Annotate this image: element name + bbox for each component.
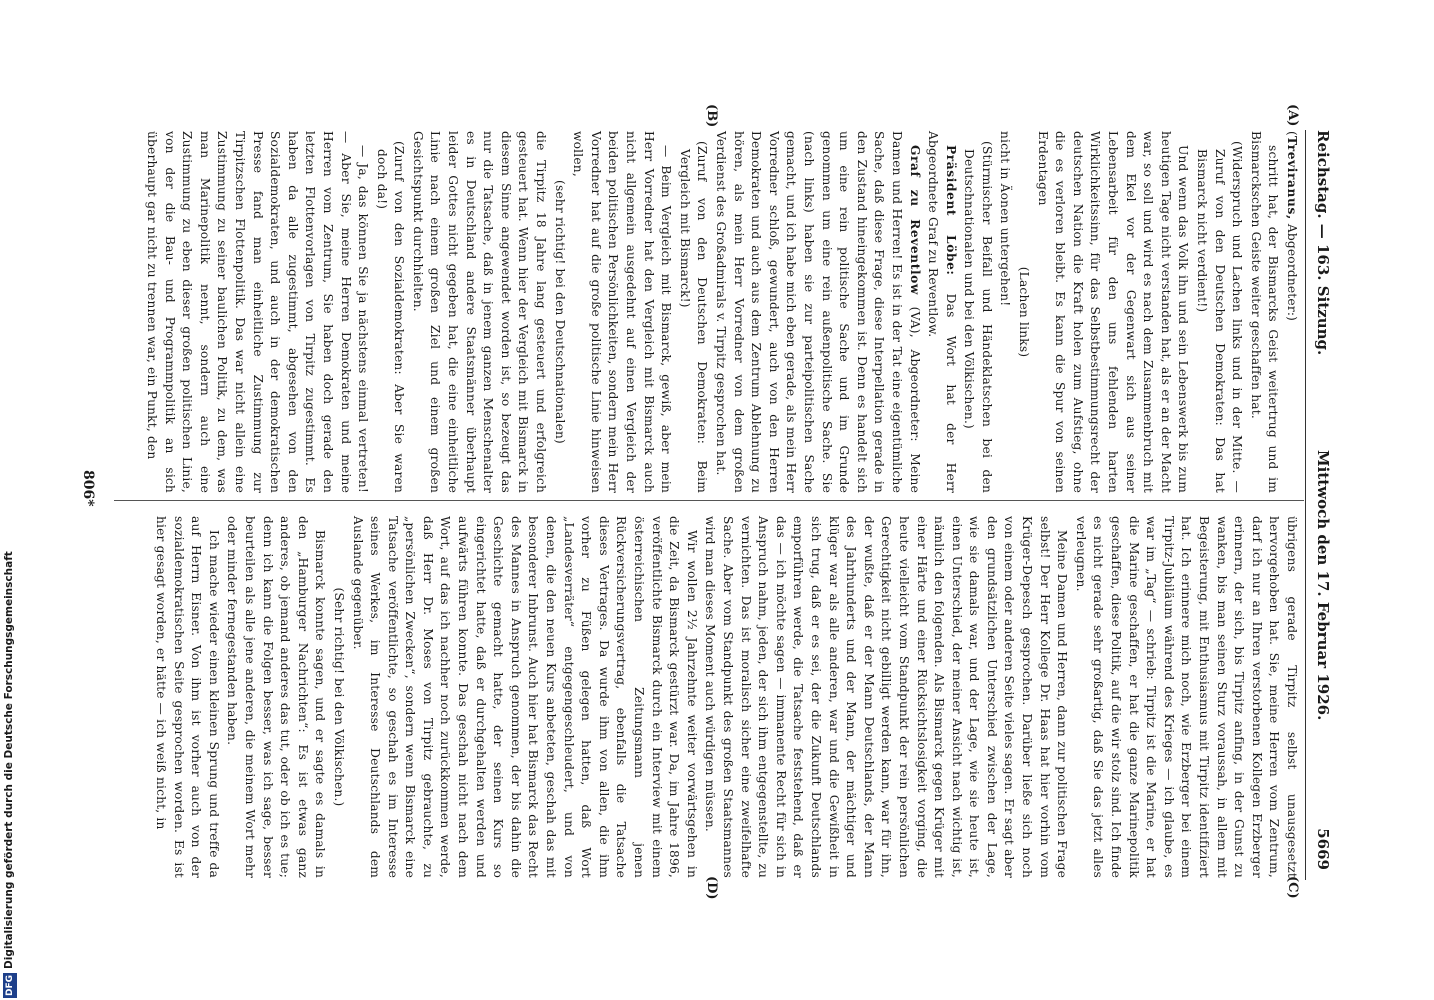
funding-notice	[2, 551, 16, 998]
header-page-number: 5669	[1314, 828, 1332, 870]
margin-marker-d: (D)	[704, 876, 719, 900]
header-left: Reichstag. — 163. Sitzung.	[1314, 130, 1332, 356]
paragraph: die Tirpitz 18 Jahre lang gesteuert und erfolgreich gesteuert hat. Wenn hier der Vergleich mit Bismarck in diesem Sinne angewendet worden ist, so bezeugt das nur die Tatsache, daß in jenem ganzen Menschenalter es in Deutschland andere Staatsmänner überhaupt leider Gottes nicht gegeben hat, die eine einheitliche Linie nach einem großen Ziel und einem großen Gesichtspunkt durchhielten.	[410, 131, 549, 493]
interjection: (sehr richtig! bei den Deutschnationalen)	[552, 179, 567, 444]
funding-text: Digitalisierung gefördert durch die Deutsche Forschungsgemeinschaft	[3, 551, 15, 969]
paragraph	[711, 131, 922, 493]
paragraph: übrigens gerade Tirpitz selbst unausgesetzt hervorgehoben hat. Sie, meine Herren vom Zentrum, darf ich nur an Ihren verstorbenen Kollegen Erzberger erinnern, der sich, bis Tirpitz anfing, in der Gunst zu wanken, bis man seinen Sturz voraussah, in allem mit Begeisterung, mit Enthusiasmus mit Tirpitz identifiziert hat. Ich erinnere mich noch, wie Erzberger bei einem Tirpitz-Jubiläum während des Krieges — ich glaube, es war im „Tag“ — schrieb: Tirpitz ist die Marine, er hat die Marine geschaffen, er hat die ganze Marinepolitik geschaffen, diese Politik, auf die wir stolz sind. Ich finde es nicht gerade sehr großartig, daß Sie das jetzt alles verleugnen.	[1073, 516, 1299, 878]
interjection: (Lachen links)	[1017, 266, 1032, 358]
interjection: (Sehr richtig! bei den Völkischen.)	[331, 587, 346, 807]
paragraph: Wir wollen 2½ Jahrzehnte weiter vorwärtsgehen in die Zeit, da Bismarck gestürzt war. Da, im Jahre 1896, veröffentlichte Bismarck durch ein Interview mit einem österreichischen Zeitungsmann jenen Rückversicherungsvertrag, ebenfalls die Tatsache dieses Vertrages. Da wurde ihm von allen, die ihm vorher zu Füßen gelegen hatten, daß Wort „Landesverräter“ entgegengeschleudert, und von denen, die den neuen Kurs anbeteten, geschah das mit besonderer Inbrunst. Auch hier hat Bismarck das Recht des Mannes in Anspruch genommen, der bis dahin die Geschichte gemacht hatte, der seinen Kurs so eingerichtet hatte, daß er durchgehalten werden und aufwärts führen konnte. Das geschah nicht nach dem Wort, auf das ich nachher noch zurückkommen werde, daß Herr Dr. Moses von Tirpitz gebrauchte, zu „persönlichen Zwecken“, sondern wenn Bismarck eine Tatsache veröffentlichte, so geschah es im Interesse seines Werkes, im Interesse Deutschlands dem Auslande gegenüber.	[350, 516, 699, 878]
paragraph: Und wenn das Volk ihn und sein Lebenswerk bis zum heutigen Tage nicht verstanden hat, als er an der Macht war, so soll und wird es nach dem Zusammenbruch mit dem Ekel vor der Gegenwart sich aus seiner Lebensarbeit für den uns fehlenden harten Wirklichkeitssinn, für das Selbstbestimmungsrecht der deutschen Nation die Kraft holen zum Aufstieg, ohne die es verloren bleibt. Es kann die Spur von seinen Erdentagen	[1035, 131, 1191, 493]
right-column	[150, 516, 1300, 878]
header-rule	[1305, 130, 1306, 880]
margin-marker-b: (B)	[704, 104, 719, 128]
interjection: (Widerspruch und Lachen links und in der Mitte. — Zuruf von den Deutschen Demokraten: Das hat Bismarck nicht verdient!)	[1195, 141, 1245, 493]
column-divider	[114, 500, 1304, 501]
speaker-name: Treviranus,	[1285, 135, 1299, 220]
paragraph	[924, 131, 959, 493]
paragraph: (Treviranus, Abgeordneter:)	[1285, 131, 1299, 322]
dfg-logo: DFG	[5, 974, 15, 996]
interjection: (Zuruf von den Sozialdemokraten: Aber Sie waren doch da!)	[374, 141, 407, 493]
margin-marker-c: (C)	[1285, 876, 1300, 899]
speaker-name: Präsident Löbe:	[943, 145, 958, 276]
paragraph: Meine Damen und Herren, dann zur politischen Frage selbst! Der Herr Kollege Dr. Haas hat hier vorhin vom Krüger-Depesch gesprochen. Darüber ließe sich noch von einem oder anderen Seite vieles sagen. Er sagt aber den grundsätzlichen Unterschied zwischen der Lage, wie sie damals war, und der Lage, wie sie heute ist, einen Unterschied, der meiner Ansicht nach wichtig ist, nämlich den folgenden. Als Bismarck gegen Krüger mit einer Härte und einer Rücksichtslosigkeit vorging, die heute vielleicht vom Standpunkt der rein persönlichen Gerechtigkeit nicht gebilligt werden kann, war für ihn, der wußte, daß er der Mann Deutschlands, der Mann des Jahrhunderts und der Mann, der mächtiger und klüger war als alle anderen, war und die Gewißheit in sich trug, daß er es sei, der die Zukunft Deutschlands emporführen werde, die Tatsache feststehend, daß er das — ich möchte sagen — immanente Recht für sich in Anspruch nahm, jeden, der sich ihm entgegenstellte, zu vernichten. Das ist moralisch sicher eine zweifelhafte Sache. Aber vom Standpunkt des großen Staatsmannes wird man dieses Moment auch würdigen müssen.	[703, 516, 1070, 878]
paragraph: nicht in Äonen untergehen!	[998, 131, 1013, 307]
paragraph-text: (VA), Abgeordneter: Meine Damen und Herren! Es ist in der Tat eine eigentümliche Sache, daß diese Frage, diese Interpellation gerade in den Zustand hineingekommen ist. Denn es handelt sich um eine rein politische Sache und im Grunde genommen um eine rein außenpolitische Sache. Sie (nach links) haben sie zur parteipolitischen Sache gemacht, und ich habe mich eben gerade, als mein Herr Vorredner schloß, gewundert, auch von den Herren Demokraten und auch aus dem Zentrum Ablehnung zu hören, als mein Herr Vorredner von dem großen Verdienst des Großadmirals v. Tirpitz gesprochen hat.	[714, 131, 922, 494]
paragraph: — Beim Vergleich mit Bismarck, gewiß, aber mein Herr Vorredner hat den Vergleich mit Bismarck auch nicht allgemein ausgedehnt auf einen Vergleich der beiden politischen Persönlichkeiten, sondern mein Herr Vorredner hat auf die große politische Linie hinweisen wollen,	[571, 131, 674, 493]
paragraph: schritt hat, der Bismarcks Geist weitertrug und im Bismarckschen Geiste weiter geschaffen hat.	[1248, 131, 1281, 493]
speaker-role: Abgeordneter:	[1285, 223, 1299, 317]
paragraph: Bismarck konnte sagen, und er sagte es damals in den „Hamburger Nachrichten“: Es ist etwas ganz anderes, ob jemand anderes das tut, oder ob ich es tue; denn ich kann die Folgen besser, was ich sage, besser beurteilen als alle jene anderen, die meinem Wort mehr oder minder fernegestanden haben.	[225, 516, 328, 878]
header-date: Mittwoch den 17. Februar 1926.	[1314, 450, 1332, 721]
margin-marker-a: (A)	[1285, 104, 1300, 127]
paragraph: — Ja, das können Sie ja nächstens einmal vertreten! — Aber Sie, meine Herren Demokraten und meine Herren vom Zentrum, Sie haben doch gerade den letzten Flottenvorlagen von Tirpitz zugestimmt. Es haben da alle zugestimmt, abgesehen von den Sozialdemokraten, und auch in der demokratischen Presse fand man einheitliche Zustimmung zur Tirpitzschen Flottenpolitik. Das war nicht allein eine Zustimmung zu seiner baulichen Politik, zu dem, was man Marinepolitik nennt, sondern auch eine Zustimmung zu eben dieser großen politischen Linie, von der die Bau- und Programmpolitik an sich überhaupt gar nicht zu trennen war, ein Punkt, den	[145, 131, 371, 493]
paragraph-text: Das Wort hat der Herr Abgeordnete Graf zu Reventlow.	[926, 131, 958, 494]
speaker-name: Graf zu Reventlow	[907, 145, 922, 296]
interjection: (Stürmischer Beifall und Händeklatschen bei den Deutschnationalen und bei den Völkischen.)	[962, 141, 994, 493]
left-column	[141, 131, 1300, 493]
interjection: (Zuruf von den Deutschen Demokraten: Beim Vergleich mit Bismarck!)	[677, 141, 710, 493]
page-footer: 806*	[80, 470, 96, 507]
paragraph: Ich mache wieder einen kleinen Sprung und treffe da auf Herrn Eisner. Von ihm ist vorher auch von der sozialdemokratischen Seite gesprochen worden. Es ist hier gesagt worden, er hätte — ich weiß nicht, in	[154, 516, 221, 878]
